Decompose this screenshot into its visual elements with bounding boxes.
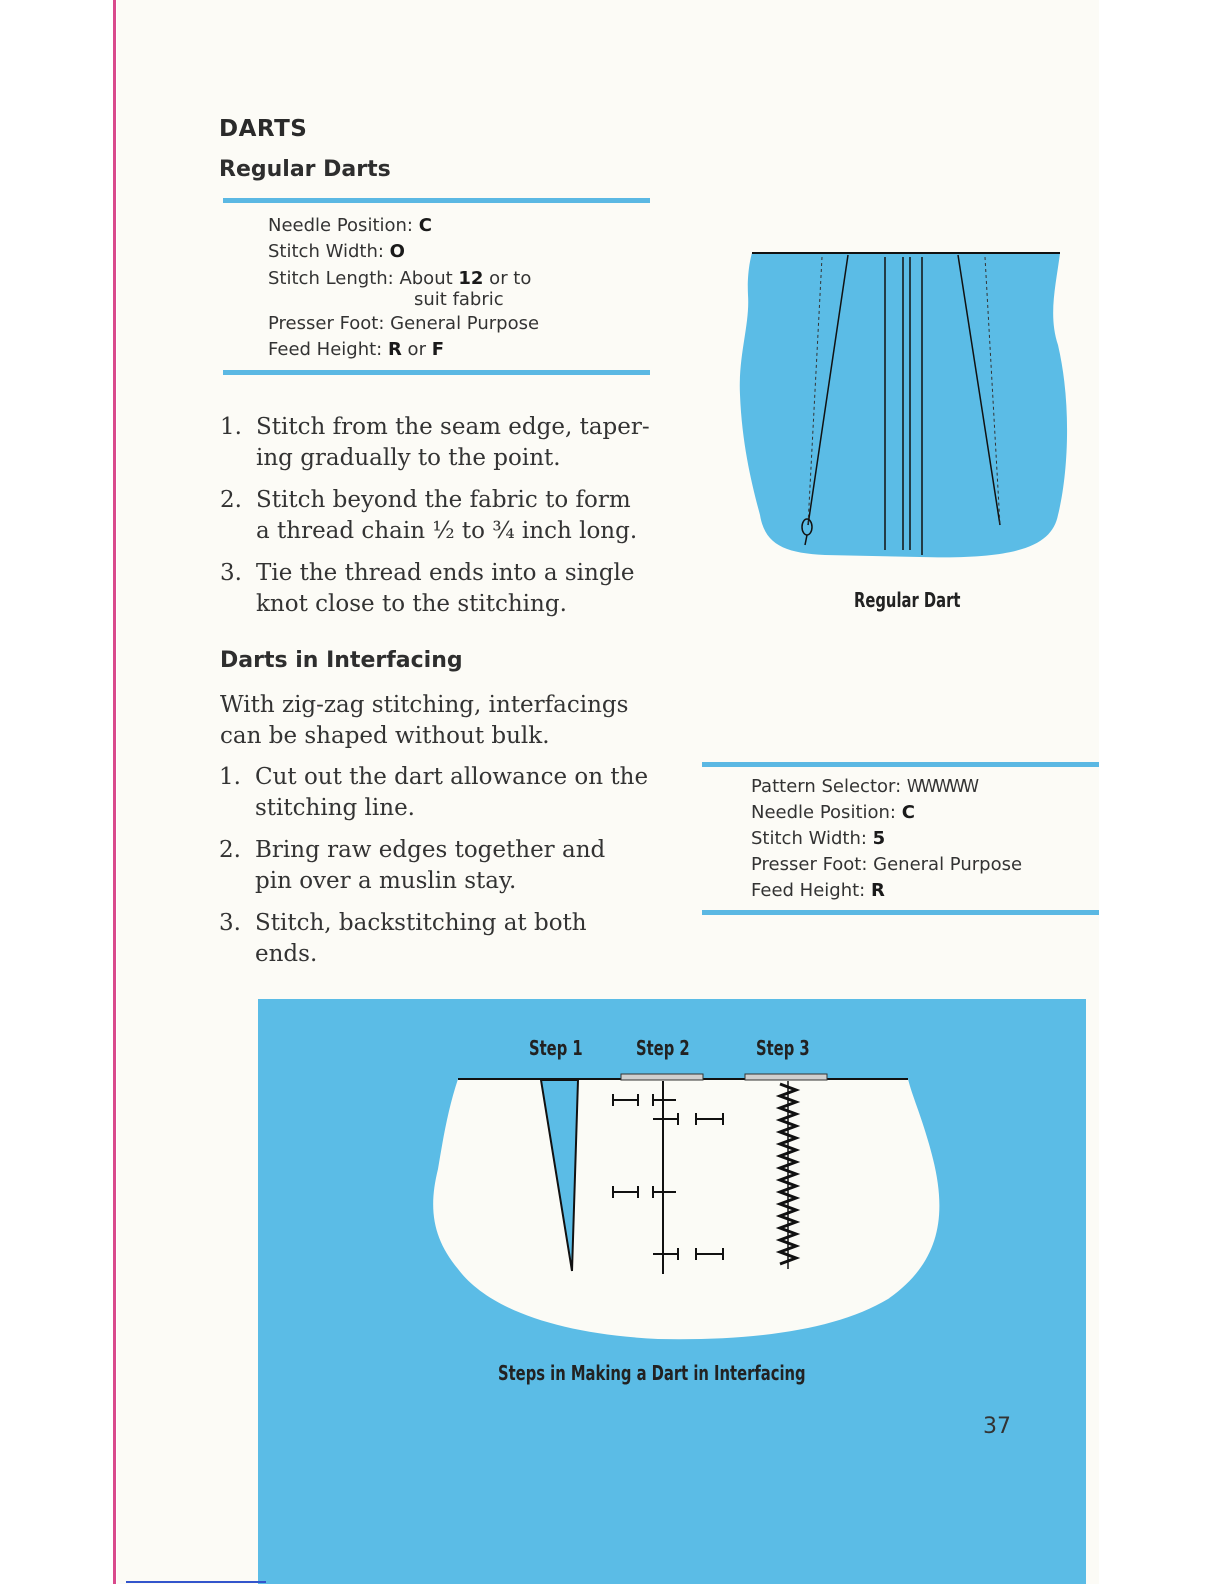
section-title: DARTS [219,116,308,142]
list-item: 3. Tie the thread ends into a single knot close to the stitching. [220,560,635,617]
list-item: 2. Bring raw edges together and pin over a muslin stay. [219,837,606,894]
regular-dart-figure [730,245,1075,570]
list-item: 1. Cut out the dart allowance on the stitching line. [219,764,649,821]
spec-feed-height: Feed Height: R [751,880,885,901]
interfacing-steps-figure [258,999,1086,1419]
spec-rule-bottom [223,370,650,375]
muslin-stay-step3 [745,1074,827,1080]
spec-stitch-width: Stitch Width: 5 [751,828,886,849]
regular-darts-heading: Regular Darts [219,157,391,182]
page-edge [113,0,116,1584]
regular-spec-box [268,213,648,363]
interfacing-intro: With zig-zag stitching, interfacings can be shaped without bulk. [220,692,629,749]
footer-link-underline [126,1581,266,1583]
interfacing-rule-top [702,762,1099,767]
interfacing-spec-box [751,774,1091,904]
list-item: 2. Stitch beyond the fabric to form a thread chain ½ to ¾ inch long. [220,487,638,544]
spec-feed-height: Feed Height: R or F [268,339,444,360]
step-3-label: Step 3 [756,1036,810,1060]
interfacing-rule-bottom [702,910,1099,915]
spec-needle-position: Needle Position: C [268,215,432,236]
spec-rule-top [223,198,650,203]
spec-stitch-length-cont: suit fabric [414,289,504,310]
spec-stitch-width: Stitch Width: O [268,241,405,262]
regular-dart-caption: Regular Dart [854,588,961,612]
interfacing-shape [433,1079,939,1339]
spec-presser-foot: Presser Foot: General Purpose [268,313,540,334]
muslin-stay-step2 [621,1074,703,1080]
step-1-label: Step 1 [529,1036,583,1060]
interfacing-steps-list [219,762,649,981]
list-item: 1. Stitch from the seam edge, taper-ing gradually to the point. [220,414,650,471]
spec-presser-foot: Presser Foot: General Purpose [751,854,1023,875]
regular-steps-list [220,412,650,631]
spec-pattern-selector: Pattern Selector: WWWWW [751,776,977,797]
spec-needle-position: Needle Position: C [751,802,915,823]
zigzag-pattern-icon: WWWWW [906,776,977,797]
page-number: 37 [983,1414,1011,1439]
list-item: 3. Stitch, backstitching at both ends. [219,910,587,967]
interfacing-figure-caption: Steps in Making a Dart in Interfacing [498,1361,806,1385]
interfacing-heading: Darts in Interfacing [220,648,463,673]
step-2-label: Step 2 [636,1036,690,1060]
spec-stitch-length: Stitch Length: About 12 or to [268,268,532,289]
